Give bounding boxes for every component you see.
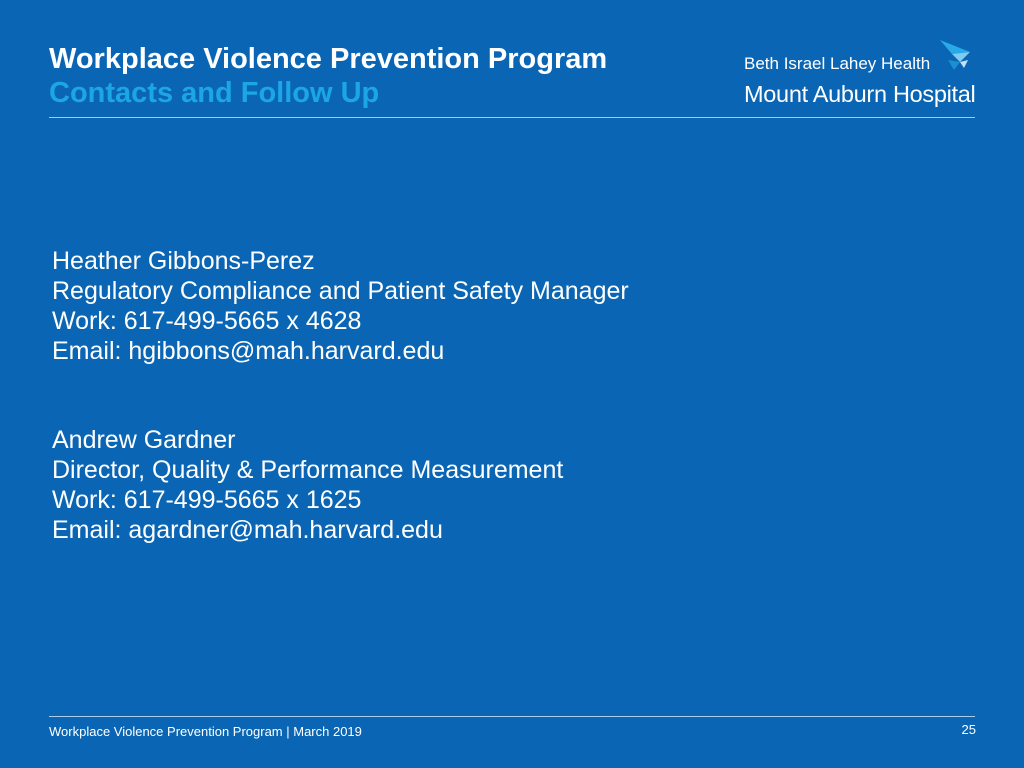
contact-email: Email: hgibbons@mah.harvard.edu xyxy=(52,337,445,365)
contact-card xyxy=(52,246,629,366)
contact-role: Director, Quality & Performance Measurement xyxy=(52,456,564,484)
bird-logo-icon xyxy=(938,38,972,72)
page-number: 25 xyxy=(961,722,976,737)
contact-work-phone: Work: 617-499-5665 x 1625 xyxy=(52,486,362,514)
slide-title: Workplace Violence Prevention Program xyxy=(49,43,608,75)
footer-divider xyxy=(49,716,975,717)
slide-subtitle: Contacts and Follow Up xyxy=(49,77,380,109)
logo-parent-name: Beth Israel Lahey Health xyxy=(744,54,931,73)
contact-card xyxy=(52,425,563,545)
footer-text: Workplace Violence Prevention Program | March 2019 xyxy=(49,724,362,739)
logo-hospital-name: Mount Auburn Hospital xyxy=(744,81,976,107)
contact-name: Heather Gibbons-Perez xyxy=(52,247,315,275)
hospital-logo xyxy=(744,38,976,110)
header-divider xyxy=(49,117,975,118)
contact-name: Andrew Gardner xyxy=(52,426,236,454)
contact-email: Email: agardner@mah.harvard.edu xyxy=(52,516,443,544)
contact-role: Regulatory Compliance and Patient Safety Manager xyxy=(52,277,629,305)
contact-work-phone: Work: 617-499-5665 x 4628 xyxy=(52,307,362,335)
